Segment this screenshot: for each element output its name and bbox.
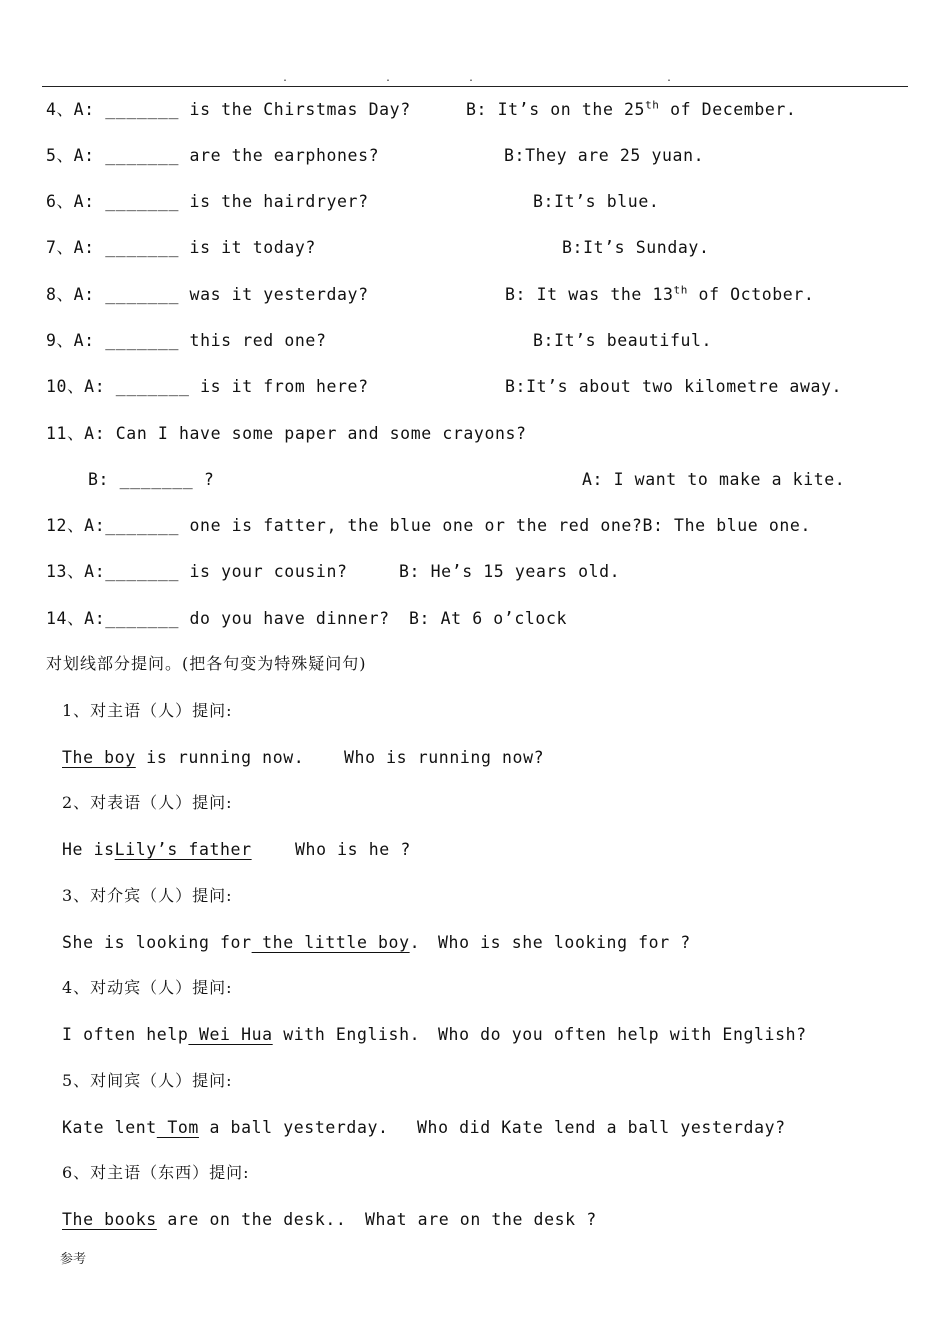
question-11: 11、A: Can I have some paper and some crayons? [46,424,527,443]
footer-note: 参考 [60,1252,87,1267]
item-answer-1: Who is running now? [344,748,545,767]
question-5: 5、A: _______ are the earphones? [46,146,380,165]
item-sentence-6: The books are on the desk.. [62,1210,347,1229]
item-answer-4: Who do you often help with English? [438,1025,807,1044]
item-label-5: 5、对间宾（人）提问: [62,1071,233,1090]
answer-6: B:It’s blue. [533,192,660,211]
question-14: 14、A:_______ do you have dinner? [46,609,390,628]
item-sentence-4: I often help Wei Hua with English. [62,1025,421,1044]
header-rule [42,86,908,87]
question-8: 8、A: _______ was it yesterday? [46,285,369,304]
answer-11: B: _______ ? [88,470,215,489]
item-answer-2: Who is he ? [295,840,411,859]
item-answer-3: Who is she looking for ? [438,933,691,952]
item-label-2: 2、对表语（人）提问: [62,793,233,812]
answer-9: B:It’s beautiful. [533,331,713,350]
question-4: 4、A: _______ is the Chirstmas Day? [46,100,411,119]
item-sentence-3: She is looking for the little boy. [62,933,421,952]
item-answer-5: Who did Kate lend a ball yesterday? [417,1118,786,1137]
question-13: 13、A:_______ is your cousin? [46,562,348,581]
question-10: 10、A: _______ is it from here? [46,377,369,396]
header-dot: . [666,73,673,84]
header-dot: . [282,73,289,84]
item-sentence-1: The boy is running now. [62,748,305,767]
item-label-3: 3、对介宾（人）提问: [62,886,233,905]
header-dot: . [385,73,392,84]
item-sentence-2: He isLily’s father [62,840,252,859]
item-sentence-5: Kate lent Tom a ball yesterday. [62,1118,389,1137]
reply-11: A: I want to make a kite. [582,470,846,489]
question-12: 12、A:_______ one is fatter, the blue one or the red one?B: The blue one. [46,516,812,535]
answer-4: B: It’s on the 25th of December. [466,98,797,119]
answer-5: B:They are 25 yuan. [504,146,705,165]
question-9: 9、A: _______ this red one? [46,331,327,350]
header-dot: . [468,73,475,84]
answer-7: B:It’s Sunday. [562,238,710,257]
section-title: 对划线部分提问。(把各句变为特殊疑问句) [46,654,367,673]
item-label-1: 1、对主语（人）提问: [62,701,233,720]
answer-10: B:It’s about two kilometre away. [505,377,843,396]
answer-8: B: It was the 13th of October. [505,283,815,304]
answer-14: B: At 6 o’clock [409,609,568,628]
question-6: 6、A: _______ is the hairdryer? [46,192,369,211]
answer-13: B: He’s 15 years old. [399,562,621,581]
question-7: 7、A: _______ is it today? [46,238,316,257]
item-label-4: 4、对动宾（人）提问: [62,978,233,997]
item-label-6: 6、对主语（东西）提问: [62,1163,250,1182]
item-answer-6: What are on the desk ? [365,1210,597,1229]
